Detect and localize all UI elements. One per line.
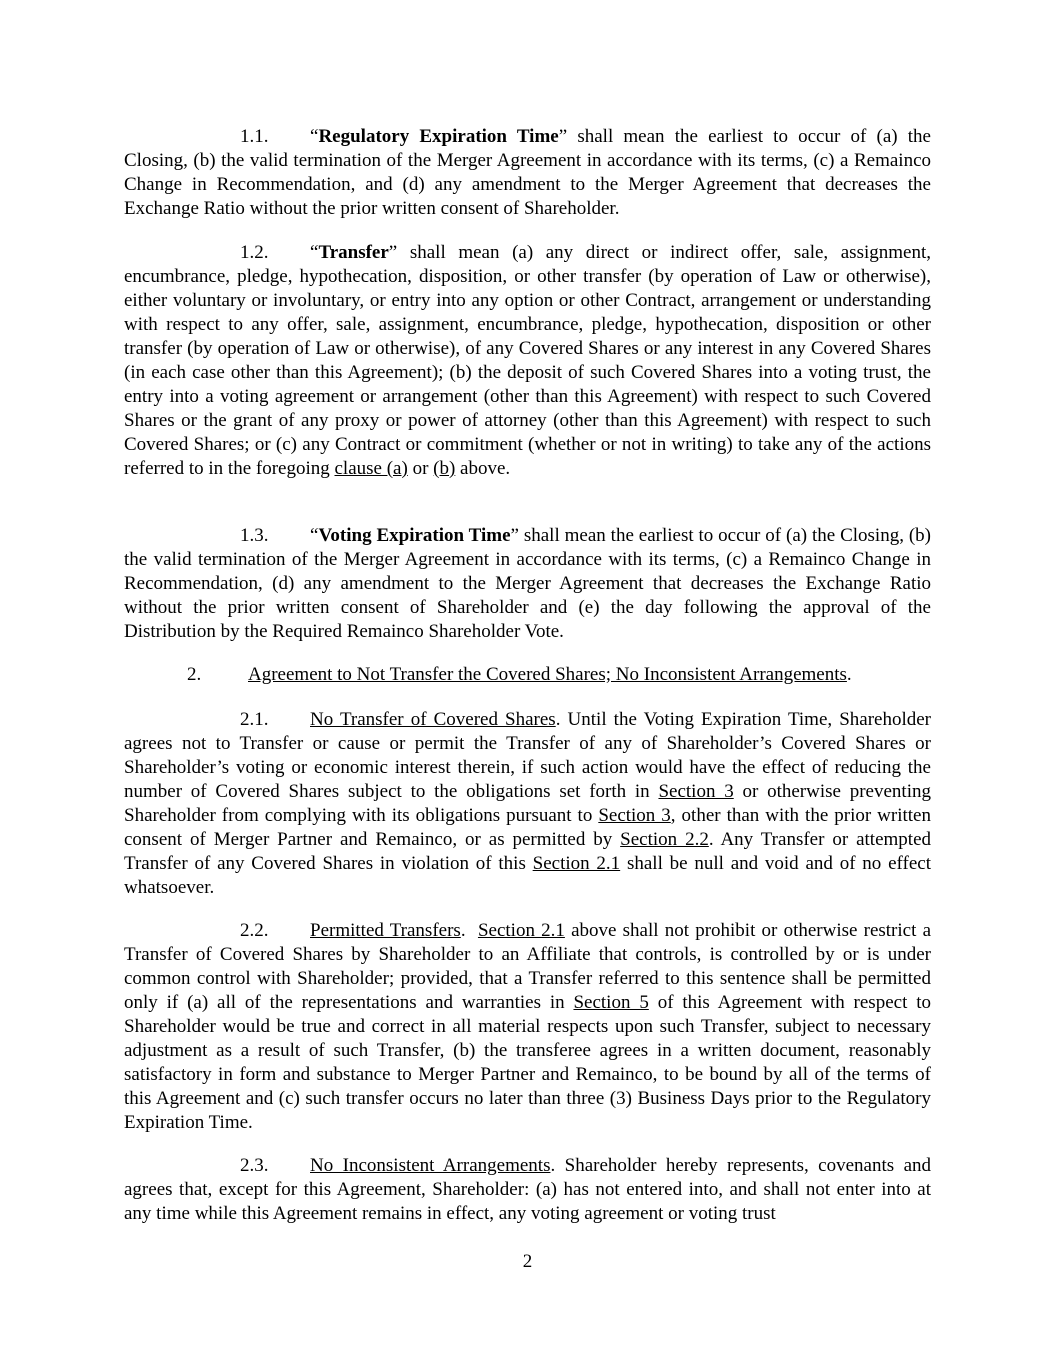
section-text: above shall not prohibit or otherwise restrict a Transfer of Covered Shares by Shareholder to an Affiliate that controls, is controlled by or is under common control with Shareholder; provided, that a Transfer referred to this sentence shall be permitted only if (a) all of the representations and warranties in	[124, 920, 932, 1013]
section-title: No Transfer of Covered Shares	[310, 709, 556, 730]
section-5-reference[interactable]: Section 5	[573, 992, 649, 1013]
quote-mark: “	[310, 126, 319, 147]
section-1-1	[124, 125, 931, 221]
section-title: Agreement to Not Transfer the Covered Shares; No Inconsistent Arrangements	[248, 664, 847, 685]
section-text: above.	[455, 458, 511, 479]
section-1-2	[124, 241, 931, 481]
section-number: 2.	[187, 664, 202, 685]
section-number: 2.3.	[240, 1155, 269, 1176]
section-text: ” shall mean (a) any direct or indirect offer, sale, assignment, encumbrance, pledge, hypothecation, disposition, or other transfer (by operation of Law or otherwise), either voluntary or involuntary, or entry into any option or other Contract, arrangement or understanding with respect to any offer, sale, assignment, encumbrance, pledge, hypothecation, disposition or other transfer (by operation of Law or otherwise), of any Covered Shares or any interest in any Covered Shares (in each case other than this Agreement); (b) the deposit of such Covered Shares into a voting trust, the entry into a voting agreement or arrangement (other than this Agreement) with respect to such Covered Shares or the grant of any proxy or power of attorney (other than this Agreement) with respect to such Covered Shares; or (c) any Contract or commitment (whether or not in writing) to take any of the actions referred to in the foregoing	[124, 242, 931, 479]
section-2-1-reference[interactable]: Section 2.1	[477, 920, 565, 941]
section-text: . Any Transfer or attempted Transfer of any Covered Shares in violation of this	[124, 829, 931, 874]
section-text: shall be null and void and of no effect whatsoever.	[124, 853, 931, 898]
section-1-3	[124, 524, 931, 644]
page-number: 2	[522, 1251, 533, 1272]
section-text: or otherwise preventing Shareholder from complying with its obligations pursuant to	[124, 781, 931, 826]
section-2-2-reference[interactable]: Section 2.2	[620, 829, 709, 850]
section-text: of this Agreement with respect to Shareholder would be true and correct in all material respects upon such Transfer, subject to necessary adjustment as a result of such Transfer, (b) the transferee agrees in a written document, reasonably satisfactory in form and substance to Merger Partner and Remainco, to be bound by all of the terms of this Agreement and (c) such transfer occurs no later than three (3) Business Days prior to the Regulatory Expiration Time.	[124, 992, 931, 1133]
section-text: or	[407, 458, 434, 479]
quote-mark: “	[310, 525, 319, 546]
section-text: , other than with the prior written consent of Merger Partner and Remainco, or as permitted by	[124, 805, 931, 850]
section-2-3	[124, 1154, 931, 1226]
section-number: 2.2.	[240, 920, 269, 941]
defined-term: Transfer	[318, 242, 389, 263]
section-2-1-reference[interactable]: Section 2.1	[532, 853, 621, 874]
section-text: .	[460, 920, 478, 941]
defined-term: Regulatory Expiration Time	[318, 126, 559, 147]
section-3-reference[interactable]: Section 3	[598, 805, 671, 826]
section-2-2	[124, 919, 931, 1135]
section-3-reference[interactable]: Section 3	[658, 781, 734, 802]
section-text: .	[846, 664, 852, 685]
section-2-1	[124, 708, 931, 900]
section-text: . Shareholder hereby represents, covenants and agrees that, except for this Agreement, Shareholder: (a) has not entered into, and shall not enter into at any time while this Agreement remains in effect, any voting agreement or voting trust	[124, 1155, 931, 1224]
section-number: 1.3.	[240, 525, 269, 546]
clause-a-reference[interactable]: clause (a)	[334, 458, 408, 479]
section-text: . Until the Voting Expiration Time, Shareholder agrees not to Transfer or cause or permit the Transfer of any of Shareholder’s Covered Shares or Shareholder’s voting or economic interest therein, if such action would have the effect of reducing the number of Covered Shares subject to the obligations set forth in	[124, 709, 932, 802]
defined-term: Voting Expiration Time	[318, 525, 511, 546]
section-2-heading	[187, 663, 931, 687]
section-title: No Inconsistent Arrangements	[310, 1155, 551, 1176]
section-number: 1.1.	[240, 126, 269, 147]
clause-b-reference[interactable]: (b)	[433, 458, 456, 479]
quote-mark: “	[310, 242, 319, 263]
section-title: Permitted Transfers	[310, 920, 461, 941]
section-number: 2.1.	[240, 709, 269, 730]
section-text: ” shall mean the earliest to occur of (a) the Closing, (b) the valid termination of the Merger Agreement in accordance with its terms, (c) a Remainco Change in Recommendation, (d) any amendment to the Merger Agreement that decreases the Exchange Ratio without the prior written consent of Shareholder and (e) the day following the approval of the Distribution by the Required Remainco Shareholder Vote.	[124, 525, 931, 642]
section-number: 1.2.	[240, 242, 269, 263]
section-text: ” shall mean the earliest to occur of (a) the Closing, (b) the valid termination of the Merger Agreement in accordance with its terms, (c) a Remainco Change in Recommendation, and (d) any amendment to the Merger Agreement that decreases the Exchange Ratio without the prior written consent of Shareholder.	[124, 126, 931, 219]
